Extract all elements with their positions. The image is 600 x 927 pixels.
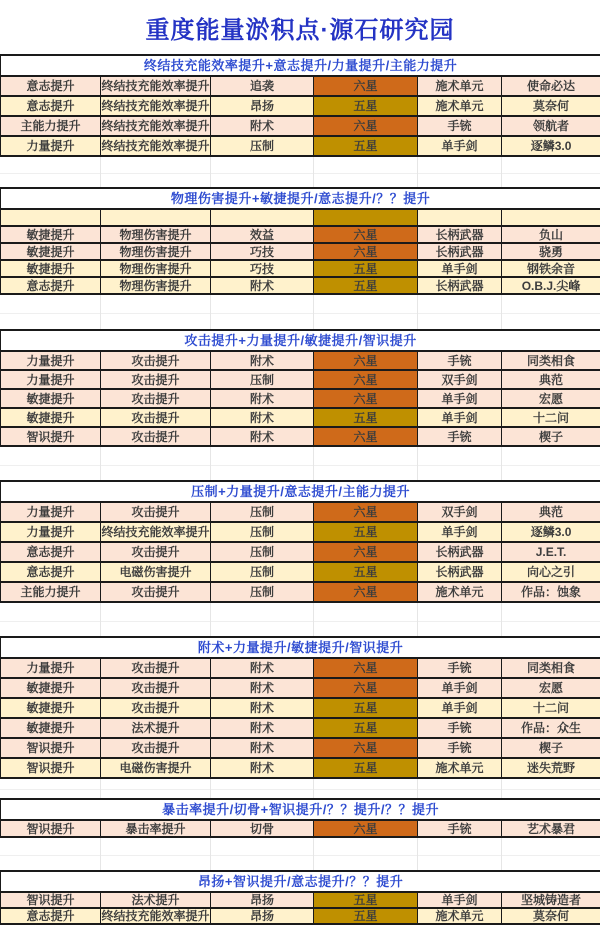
- cell-operator-name: 同类相食: [502, 351, 600, 370]
- cell-attribute: 意志提升: [1, 542, 101, 562]
- table-row: [1, 678, 600, 698]
- cell-operator-name: 向心之引: [502, 562, 600, 582]
- cell-operator-name: J.E.T.: [502, 542, 600, 562]
- cell-sub-attribute: 攻击提升: [101, 389, 211, 408]
- table-row: [1, 76, 600, 96]
- cell-sub-attribute: 终结技充能效率提升: [101, 116, 211, 136]
- cell-attribute: 意志提升: [1, 908, 101, 924]
- gap-row: [0, 603, 600, 636]
- cell-attribute: 主能力提升: [1, 582, 101, 602]
- cell-weapon: 单手剑: [418, 892, 502, 908]
- cell-sub-attribute: 攻击提升: [101, 502, 211, 522]
- cell-skill: 压制: [211, 370, 314, 389]
- cell-weapon: 长柄武器: [418, 243, 502, 260]
- cell-sub-attribute: 物理伤害提升: [101, 277, 211, 294]
- cell-attribute: 智识提升: [1, 820, 101, 837]
- cell-weapon: 手铳: [418, 427, 502, 446]
- cell-operator-name: 坚城铸造者: [502, 892, 600, 908]
- cell-operator-name: 逐鳞3.0: [502, 136, 600, 156]
- table-row: [1, 243, 600, 260]
- cell-star-badge: 五星: [314, 908, 418, 924]
- cell-star-badge: 六星: [314, 370, 418, 389]
- cell-operator-name: 迷失荒野: [502, 758, 600, 778]
- section-header: 压制+力量提升/意志提升/主能力提升: [1, 481, 600, 502]
- cell-weapon: 施术单元: [418, 96, 502, 116]
- section-header-row: [1, 799, 600, 820]
- cell-weapon: 双手剑: [418, 502, 502, 522]
- cell-weapon: 施术单元: [418, 908, 502, 924]
- cell-weapon: 施术单元: [418, 582, 502, 602]
- cell-sub-attribute: 物理伤害提升: [101, 243, 211, 260]
- cell-star-badge: 五星: [314, 892, 418, 908]
- cell-skill: 追袭: [211, 76, 314, 96]
- cell-skill: [211, 209, 314, 226]
- cell-skill: 压制: [211, 136, 314, 156]
- section-table: [0, 54, 600, 157]
- cell-weapon: 长柄武器: [418, 562, 502, 582]
- cell-operator-name: 莫奈何: [502, 908, 600, 924]
- cell-operator-name: 典范: [502, 370, 600, 389]
- cell-operator-name: 莫奈何: [502, 96, 600, 116]
- cell-attribute: [1, 209, 101, 226]
- cell-sub-attribute: 终结技充能效率提升: [101, 522, 211, 542]
- cell-skill: 压制: [211, 562, 314, 582]
- cell-weapon: 单手剑: [418, 260, 502, 277]
- table-row: [1, 542, 600, 562]
- cell-star-badge: 五星: [314, 96, 418, 116]
- cell-skill: 附术: [211, 427, 314, 446]
- cell-operator-name: 骁勇: [502, 243, 600, 260]
- cell-operator-name: 作品：蚀象: [502, 582, 600, 602]
- cell-skill: 附术: [211, 116, 314, 136]
- cell-weapon: 长柄武器: [418, 226, 502, 243]
- cell-attribute: 智识提升: [1, 892, 101, 908]
- cell-sub-attribute: 终结技充能效率提升: [101, 76, 211, 96]
- cell-sub-attribute: 攻击提升: [101, 658, 211, 678]
- cell-star-badge: 六星: [314, 738, 418, 758]
- cell-sub-attribute: 攻击提升: [101, 678, 211, 698]
- cell-skill: 昂扬: [211, 96, 314, 116]
- cell-star-badge: 六星: [314, 389, 418, 408]
- table-row: [1, 408, 600, 427]
- cell-operator-name: 宏愿: [502, 678, 600, 698]
- table-row: [1, 226, 600, 243]
- cell-sub-attribute: 攻击提升: [101, 408, 211, 427]
- cell-skill: 附术: [211, 758, 314, 778]
- cell-skill: 附术: [211, 277, 314, 294]
- cell-skill: 压制: [211, 502, 314, 522]
- cell-attribute: 意志提升: [1, 562, 101, 582]
- page-title: 重度能量淤积点·源石研究园: [145, 16, 455, 44]
- cell-attribute: 力量提升: [1, 522, 101, 542]
- cell-operator-name: 楔子: [502, 738, 600, 758]
- cell-star-badge: 六星: [314, 427, 418, 446]
- cell-attribute: 意志提升: [1, 277, 101, 294]
- cell-skill: 附术: [211, 658, 314, 678]
- cell-star-badge: 六星: [314, 582, 418, 602]
- cell-weapon: 单手剑: [418, 408, 502, 427]
- cell-sub-attribute: 攻击提升: [101, 698, 211, 718]
- cell-weapon: 手铳: [418, 658, 502, 678]
- cell-skill: 压制: [211, 522, 314, 542]
- section-header: 附术+力量提升/敏捷提升/智识提升: [1, 637, 600, 658]
- cell-operator-name: 艺术暴君: [502, 820, 600, 837]
- cell-skill: 附术: [211, 678, 314, 698]
- cell-star-badge: 五星: [314, 408, 418, 427]
- cell-weapon: 手铳: [418, 116, 502, 136]
- cell-sub-attribute: 攻击提升: [101, 370, 211, 389]
- gap-row: [0, 447, 600, 480]
- cell-star-badge: 五星: [314, 136, 418, 156]
- cell-weapon: 单手剑: [418, 678, 502, 698]
- gap-row: [0, 157, 600, 187]
- section-header: 终结技充能效率提升+意志提升/力量提升/主能力提升: [1, 55, 600, 76]
- cell-star-badge: 五星: [314, 718, 418, 738]
- section-header: 物理伤害提升+敏捷提升/意志提升/？？提升: [1, 188, 600, 209]
- cell-sub-attribute: 暴击率提升: [101, 820, 211, 837]
- table-row: [1, 277, 600, 294]
- cell-weapon: 手铳: [418, 738, 502, 758]
- cell-attribute: 力量提升: [1, 136, 101, 156]
- cell-sub-attribute: [101, 209, 211, 226]
- cell-skill: 昂扬: [211, 892, 314, 908]
- section-table: [0, 636, 600, 779]
- cell-operator-name: 楔子: [502, 427, 600, 446]
- cell-star-badge: [314, 209, 418, 226]
- section-header: 攻击提升+力量提升/敏捷提升/智识提升: [1, 330, 600, 351]
- section-header-row: [1, 481, 600, 502]
- cell-weapon: 手铳: [418, 351, 502, 370]
- cell-skill: 附术: [211, 408, 314, 427]
- cell-skill: 附术: [211, 351, 314, 370]
- cell-sub-attribute: 终结技充能效率提升: [101, 909, 210, 923]
- cell-sub-attribute: 攻击提升: [101, 351, 211, 370]
- table-row: [1, 351, 600, 370]
- cell-skill: 附术: [211, 738, 314, 758]
- empty-row: [1, 209, 600, 226]
- table-row: [1, 698, 600, 718]
- cell-attribute: 敏捷提升: [1, 243, 101, 260]
- table-row: [1, 582, 600, 602]
- cell-attribute: 敏捷提升: [1, 389, 101, 408]
- cell-star-badge: 六星: [314, 226, 418, 243]
- cell-attribute: 敏捷提升: [1, 718, 101, 738]
- cell-weapon: 手铳: [418, 718, 502, 738]
- cell-sub-attribute: 攻击提升: [101, 582, 211, 602]
- cell-star-badge: 六星: [314, 678, 418, 698]
- cell-skill: 压制: [211, 542, 314, 562]
- cell-attribute: 意志提升: [1, 96, 101, 116]
- cell-star-badge: 五星: [314, 277, 418, 294]
- cell-sub-attribute: 终结技充能效率提升: [101, 96, 211, 116]
- cell-attribute: 主能力提升: [1, 116, 101, 136]
- cell-weapon: 施术单元: [418, 76, 502, 96]
- table-row: [1, 260, 600, 277]
- cell-star-badge: 五星: [314, 698, 418, 718]
- table-row: [1, 908, 600, 924]
- cell-weapon: 单手剑: [418, 698, 502, 718]
- sheet: [0, 54, 600, 925]
- cell-star-badge: 六星: [314, 351, 418, 370]
- cell-operator-name: [502, 209, 600, 226]
- section-table: [0, 329, 600, 447]
- cell-weapon: 单手剑: [418, 136, 502, 156]
- cell-weapon: [418, 209, 502, 226]
- cell-attribute: 力量提升: [1, 658, 101, 678]
- section-header: 暴击率提升/切骨+智识提升/？？提升/？？提升: [1, 799, 600, 820]
- cell-weapon: 单手剑: [418, 389, 502, 408]
- section-table: [0, 798, 600, 838]
- cell-sub-attribute: 攻击提升: [101, 542, 211, 562]
- cell-sub-attribute: 法术提升: [101, 718, 211, 738]
- table-row: [1, 427, 600, 446]
- cell-weapon: 施术单元: [418, 758, 502, 778]
- section-header-row: [1, 871, 600, 892]
- cell-operator-name: 作品：众生: [502, 718, 600, 738]
- table-row: [1, 370, 600, 389]
- table-row: [1, 502, 600, 522]
- cell-operator-name: 同类相食: [502, 658, 600, 678]
- cell-attribute: 敏捷提升: [1, 678, 101, 698]
- cell-attribute: 智识提升: [1, 738, 101, 758]
- table-row: [1, 96, 600, 116]
- cell-operator-name: 钢铁余音: [502, 260, 600, 277]
- cell-sub-attribute: 攻击提升: [101, 738, 211, 758]
- cell-operator-name: 典范: [502, 502, 600, 522]
- cell-attribute: 敏捷提升: [1, 698, 101, 718]
- section-header-row: [1, 637, 600, 658]
- cell-star-badge: 五星: [314, 758, 418, 778]
- cell-sub-attribute: 物理伤害提升: [101, 226, 211, 243]
- cell-star-badge: 六星: [314, 502, 418, 522]
- cell-attribute: 力量提升: [1, 370, 101, 389]
- table-row: [1, 562, 600, 582]
- cell-skill: 巧技: [211, 260, 314, 277]
- cell-sub-attribute: 电磁伤害提升: [101, 758, 211, 778]
- cell-star-badge: 五星: [314, 522, 418, 542]
- cell-attribute: 意志提升: [1, 76, 101, 96]
- cell-star-badge: 六星: [314, 243, 418, 260]
- cell-operator-name: 负山: [502, 226, 600, 243]
- cell-star-badge: 六星: [314, 658, 418, 678]
- cell-star-badge: 六星: [314, 542, 418, 562]
- cell-weapon: 单手剑: [418, 522, 502, 542]
- table-row: [1, 522, 600, 542]
- section-header-row: [1, 55, 600, 76]
- gap-row: [0, 779, 600, 798]
- cell-attribute: 力量提升: [1, 502, 101, 522]
- table-row: [1, 820, 600, 837]
- cell-star-badge: 六星: [314, 76, 418, 96]
- table-row: [1, 718, 600, 738]
- section-table: [0, 187, 600, 295]
- cell-sub-attribute: 法术提升: [101, 892, 211, 908]
- cell-skill: 昂扬: [211, 908, 314, 924]
- table-row: [1, 658, 600, 678]
- cell-sub-attribute: 电磁伤害提升: [101, 562, 211, 582]
- cell-sub-attribute: 物理伤害提升: [101, 260, 211, 277]
- cell-attribute: 敏捷提升: [1, 408, 101, 427]
- cell-operator-name: 使命必达: [502, 76, 600, 96]
- gap-row: [0, 295, 600, 329]
- cell-weapon: 长柄武器: [418, 542, 502, 562]
- cell-weapon: 长柄武器: [418, 277, 502, 294]
- cell-attribute: 敏捷提升: [1, 226, 101, 243]
- cell-star-badge: 六星: [314, 820, 418, 837]
- cell-skill: 附术: [211, 718, 314, 738]
- cell-operator-name: 宏愿: [502, 389, 600, 408]
- cell-weapon: 手铳: [418, 820, 502, 837]
- cell-operator-name: 领航者: [502, 116, 600, 136]
- gap-row: [0, 838, 600, 870]
- table-row: [1, 892, 600, 908]
- cell-weapon: 双手剑: [418, 370, 502, 389]
- cell-skill: 附术: [211, 698, 314, 718]
- section-header-row: [1, 330, 600, 351]
- cell-attribute: 敏捷提升: [1, 260, 101, 277]
- cell-operator-name: 十二问: [502, 408, 600, 427]
- section-header: 昂扬+智识提升/意志提升/？？提升: [1, 871, 600, 892]
- cell-attribute: 力量提升: [1, 351, 101, 370]
- cell-operator-name: 逐鳞3.0: [502, 522, 600, 542]
- cell-attribute: 智识提升: [1, 427, 101, 446]
- cell-skill: 压制: [211, 582, 314, 602]
- cell-sub-attribute: 终结技充能效率提升: [101, 136, 211, 156]
- cell-skill: 巧技: [211, 243, 314, 260]
- section-table: [0, 480, 600, 603]
- cell-operator-name: 十二问: [502, 698, 600, 718]
- cell-sub-attribute: 攻击提升: [101, 427, 211, 446]
- table-row: [1, 116, 600, 136]
- cell-star-badge: 六星: [314, 116, 418, 136]
- section-header-row: [1, 188, 600, 209]
- cell-operator-name: O.B.J.尖峰: [502, 277, 600, 294]
- cell-star-badge: 五星: [314, 562, 418, 582]
- cell-skill: 效益: [211, 226, 314, 243]
- cell-skill: 附术: [211, 389, 314, 408]
- table-row: [1, 738, 600, 758]
- cell-star-badge: 五星: [314, 260, 418, 277]
- cell-skill: 切骨: [211, 820, 314, 837]
- table-row: [1, 389, 600, 408]
- table-row: [1, 758, 600, 778]
- section-table: [0, 870, 600, 925]
- cell-attribute: 智识提升: [1, 758, 101, 778]
- table-row: [1, 136, 600, 156]
